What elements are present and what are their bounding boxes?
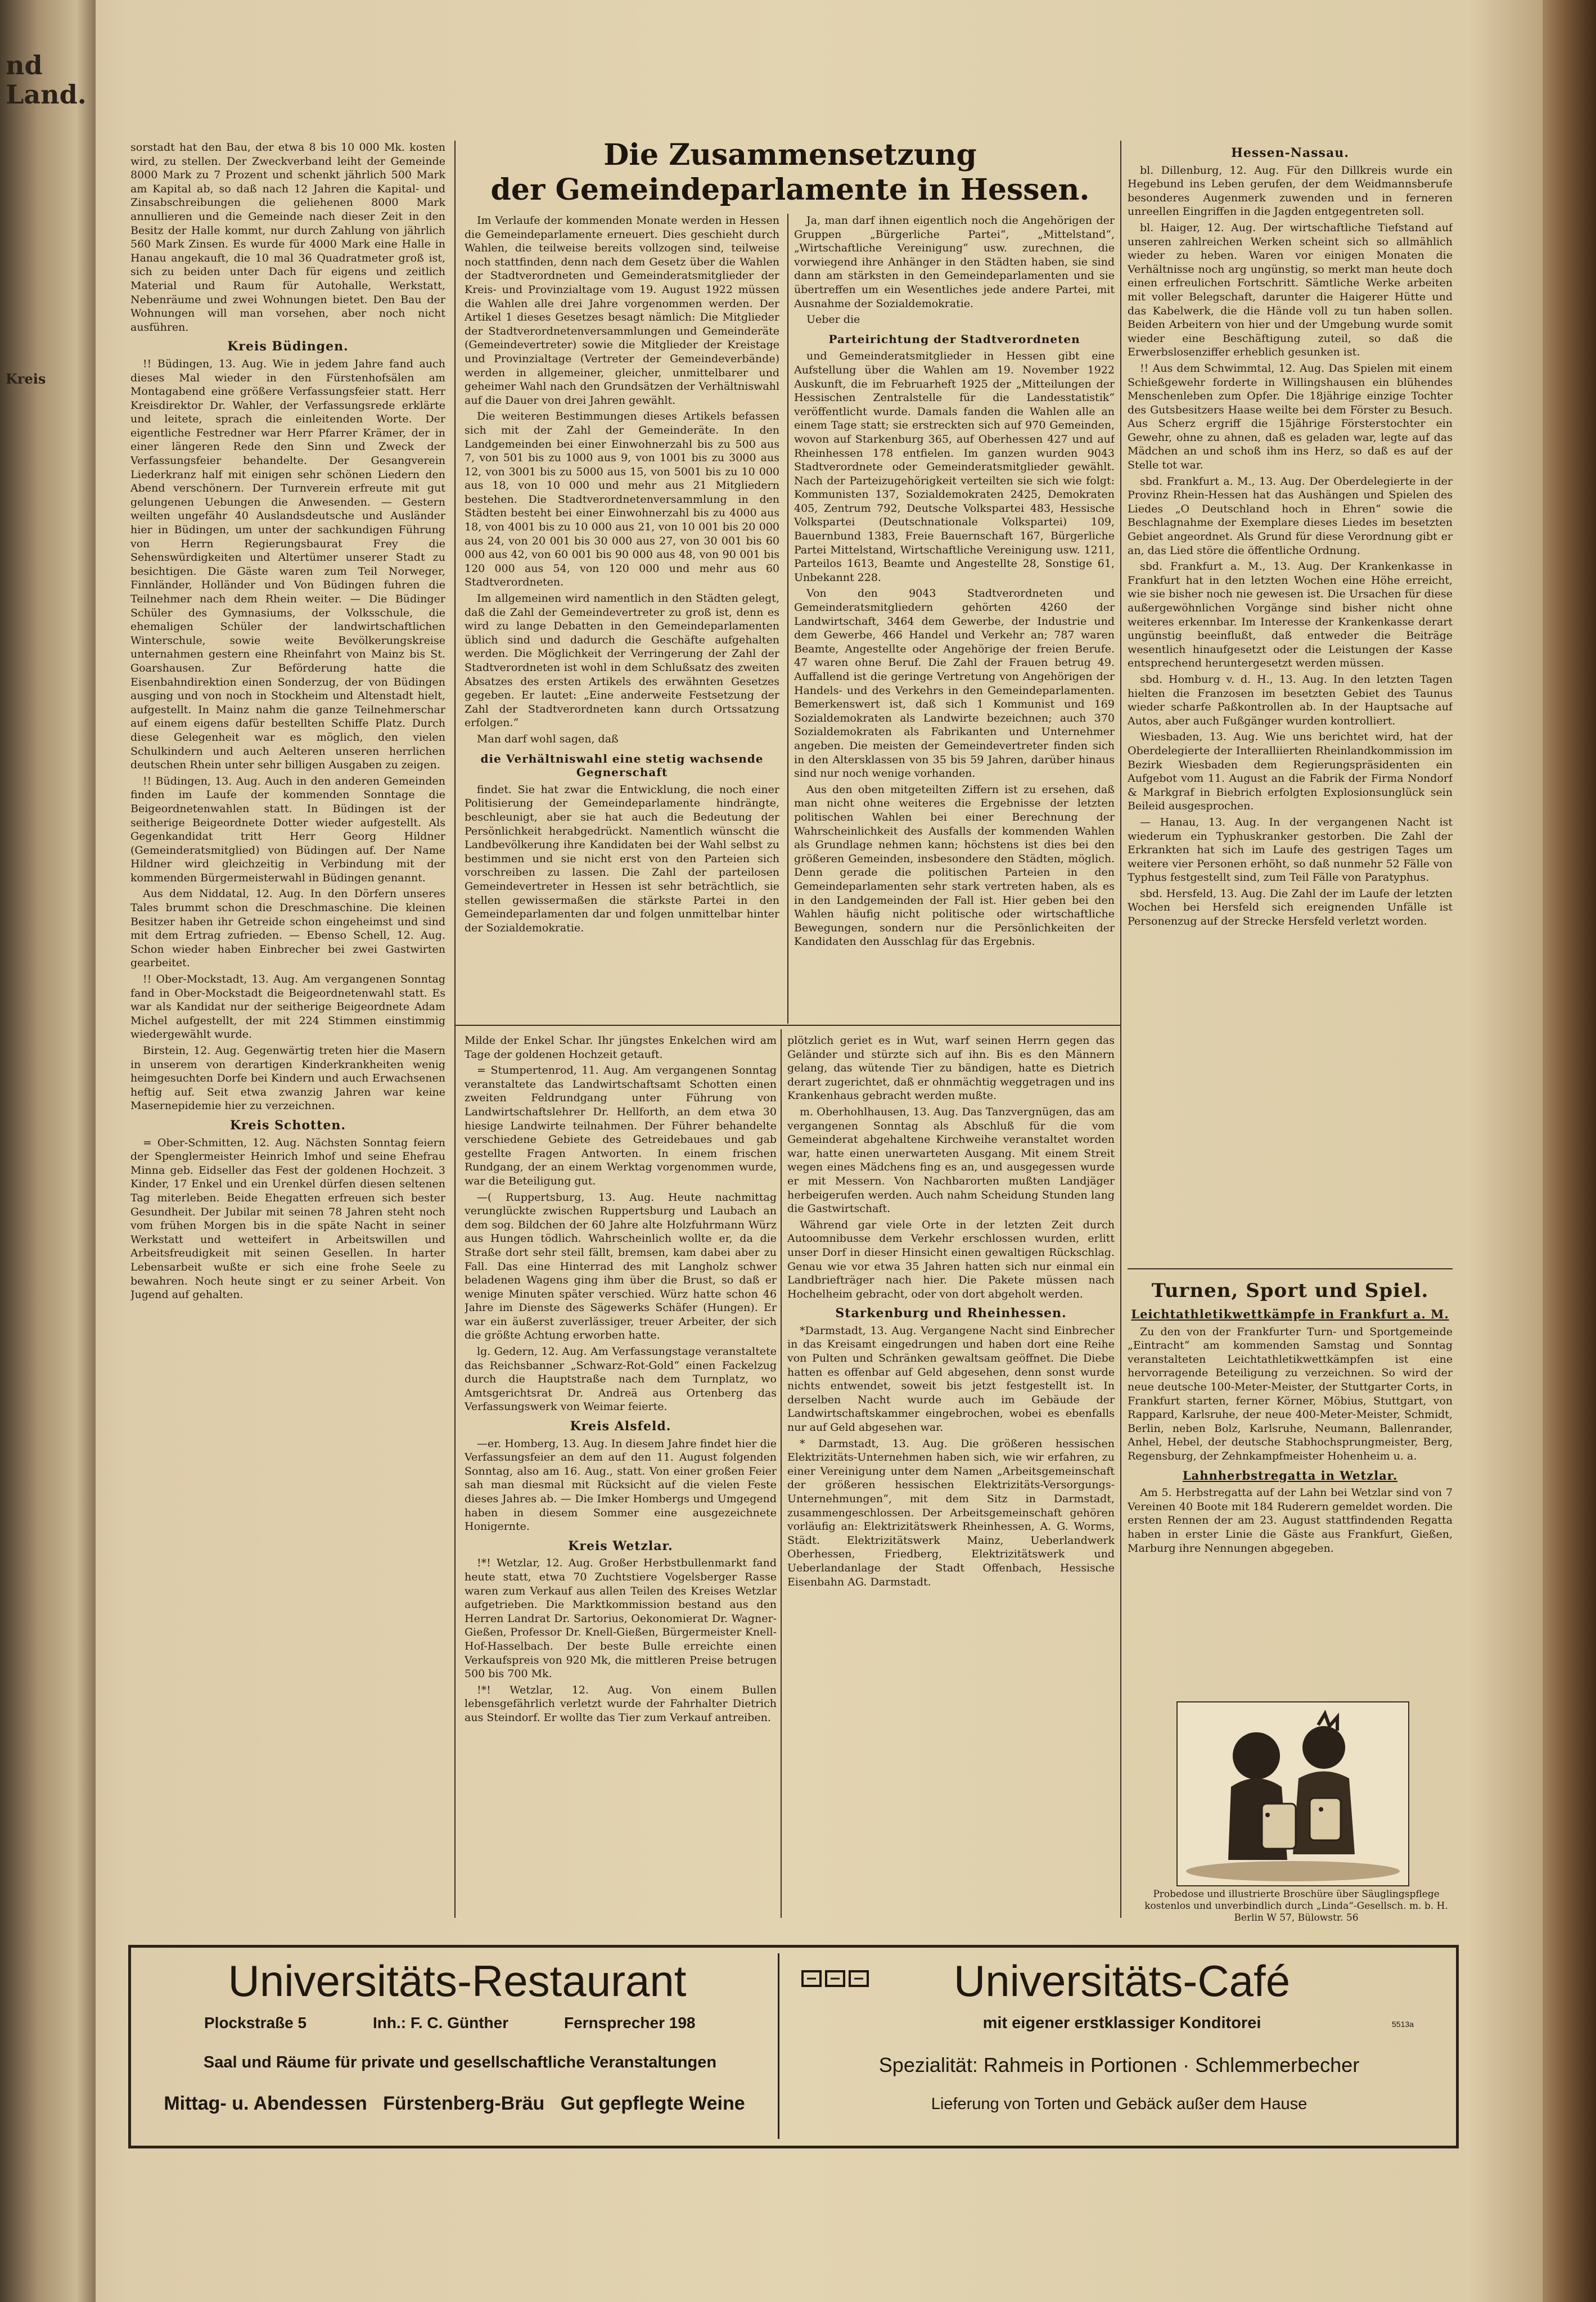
headline xyxy=(467,138,1113,208)
article-paragraph: Man darf wohl sagen, daß xyxy=(477,732,619,745)
column-1 xyxy=(130,141,445,1923)
linda-ad-illustration xyxy=(1176,1701,1409,1886)
article-paragraph: Im Verlaufe der kommenden Monate werden in Hessen die Gemeindeparlamente erneuert. Dies geschieht durch Wahlen, die teilweise bereits vollzogen sind, teilweise noch stattfinden, denn nach dem Gesetz über die Wahlen der Stadtverordneten und Gemeinderatsmitglieder der Kreis- und Provinzialtage vom 19. August 1922 müssen die Wahlen alle drei Jahre vorgenommen werden. Der Artikel 1 dieses Gesetzes besagt nämlich: Die Mitglieder der Stadtverordnetenversammlungen und Gemeinderäte (Gemeindevertreter) sowie die Mitglieder der Kreistage und Provinzialtage (Vertreter der Gemeindeverbände) werden in allgemeiner, gleicher, unmittelbarer und geheimer Wahl nach den Grundsätzen der Verhältniswahl auf die Dauer von drei Jahren gewählt. xyxy=(465,214,779,407)
lead-article-column-2 xyxy=(794,214,1115,1021)
article: !! Büdingen, 13. Aug. Auch in den anderen Gemeinden finden im Laufe der kommenden Sonntage die Beigeordnetenwahlen statt. In Büdingen ist der seitherige Beigeordnete Dotter wieder aufgestellt. Als Gegenkandidat tritt Herr Georg Hildner (Gemeinderatsmitglied) von Büdingen auf. Der Name Hildner wird gleichzeitig in Verbindung mit der kommenden Bürgermeisterwahl in Büdingen genannt. xyxy=(130,774,445,884)
restaurant-phone: Fernsprecher 198 xyxy=(564,2014,696,2031)
section-heading: Hessen-Nassau. xyxy=(1231,146,1349,160)
article: = Ober-Schmitten, 12. Aug. Nächsten Sonntag feiern der Spenglermeister Heinrich Imhof und seine Ehefrau Minna geb. Eidseller das Fest der goldenen Hochzeit. 3 Kinder, 17 Enkel und ein Urenkel dürfen diesen seltenen Tag miterleben. Beide Ehegatten erfreuen sich bester Gesundheit. Der Jubilar mit seinen 78 Jahren steht noch vom frühen Morgen bis in die späte Nacht in seiner Werkstatt und wetteifert in Arbeitswillen und Arbeitsfreudigkeit mit seinen Gesellen. In harter Lebensarbeit wußte er sich eine frohe Seele zu bewahren. Noch heute singt er zu seiner Arbeit. Von Jugend auf gehalten. xyxy=(130,1136,445,1301)
article: !*! Wetzlar, 12. Aug. Großer Herbstbullenmarkt fand heute statt, etwa 70 Zuchtstiere Vogelsberger Rasse waren zum Verkauf aus allen Teilen des Kreises Wetzlar aufgetrieben. Die Marktkommission bestand aus den Herren Landrat Dr. Sartorius, Oekonomierat Dr. Wagner-Gießen, Professor Dr. Knell-Gießen, Bürgermeister Knell-Hof-Hasselbach. Der beste Bulle erreichte einen Verkaufspreis von 920 Mk, die mittleren Preise betrugen 500 bis 700 Mk. xyxy=(465,1557,777,1681)
headline-line-2: der Gemeindeparlamente in Hessen. xyxy=(490,173,1090,207)
adjacent-page-strip xyxy=(0,0,96,2302)
article: !*! Wetzlar, 12. Aug. Von einem Bullen lebensgefährlich verletzt wurde der Fahrhalter Dietrich aus Steindorf. Er wollte das Tier zum Verkauf antreiben. xyxy=(465,1683,777,1724)
column-lower-left xyxy=(465,1034,777,1922)
article: !! Büdingen, 13. Aug. Wie in jedem Jahre fand auch dieses Mal wieder in den Fürstenhofsälen am Montagabend eine größere Verfassungsfeier statt. Herr Kreisdirektor Dr. Wahler, der Verfassungsrede erklärte und leitete, sprach die einleitenden Worte. Der eigentliche Festredner war Herr Pfarrer Krämer, der in einer längeren Rede den Sinn und Zweck der Verfassungsfeier behandelte. Der Gesangverein Liederkranz half mit einigen sehr schönen Liedern den Abend verschönern. Der Turnverein erfreute mit gut gelungenen Uebungen die Anwesenden. — Gestern weilten ungefähr 40 Auslandsdeutsche und Ausländer hier in Büdingen, um unter der sachkundigen Führung von Herrn Regierungsbaurat Frey die Sehenswürdigkeiten und Altertümer unserer Stadt zu besichtigen. Die Gäste waren zum Teil Norweger, Finnländer, Holländer und Von Büdingen fuhren die Teilnehmer nach dem Rhein weiter. — Die Büdinger Schüler des Gymnasiums, der Volksschule, die ehemaligen Schüler der landwirtschaftlichen Winterschule, sowie weite Bevölkerungskreise unternahmen gestern eine Rheinfahrt von Mainz bis St. Goarshausen. Zur Beförderung hatte die Eisenbahndirektion einen Sonderzug, der von Büdingen ausging und von noch in Stockheim und Altenstadt hielt, aufgestellt. In Mainz nahm die ganze Teilnehmerschar auf einem eigens dafür bestellten Schiffe Platz. Durch diese Gelegenheit war es möglich, den vielen Schulkindern und auch Aelteren unseren herrlichen deutschen Rhein unter sehr billigen Ausgaben zu zeigen. xyxy=(130,357,445,772)
sports-subheading: Lahnherbstregatta in Wetzlar. xyxy=(1182,1468,1398,1483)
subheading: die Verhältniswahl eine stetig wachsende Gegnerschaft xyxy=(480,751,764,780)
sports-subheading: Leichtathletikwettkämpfe in Frankfurt a. M. xyxy=(1131,1307,1449,1321)
article: Wiesbaden, 13. Aug. Wie uns berichtet wird, hat der Oberdelegierte der Interalliierten Rheinlandkommission im Bezirk Wiesbaden dem Regierungspräsidenten ein Aufgebot vom 11. August an die Fabrik der Firma Nondorf & Markgraf in Biebrich erfolgten Explosionsunglück sein Beileid ausgesprochen. xyxy=(1128,731,1453,813)
ad-divider xyxy=(778,1953,779,2139)
lead-article-column-1 xyxy=(465,214,779,1021)
section-rule xyxy=(456,1025,1120,1026)
section-heading: Starkenburg und Rheinhessen. xyxy=(835,1306,1067,1321)
article-fragment: Milde der Enkel Schar. Ihr jüngstes Enkelchen wird am Tage der goldenen Hochzeit getauft. xyxy=(465,1034,777,1061)
adjacent-page-heading: nd Land. xyxy=(6,50,87,110)
headline-line-1: Die Zusammensetzung xyxy=(603,138,977,172)
cafe-specialty: Spezialität: Rahmeis in Portionen · Schlemmerbecher xyxy=(878,2053,1360,2076)
article: Während gar viele Orte in der letzten Zeit durch Autoomnibusse dem Verkehr erschlossen wurden, erlitt unser Dorf in dieser Hinsicht einen gewaltigen Rückschlag. Genau wie vor etwa 35 Jahren hatten sich nur einmal ein Landbriefträger nach hier. Die Pakete müssen nach Hochelheim gebracht, oder von dort abgeholt werden. xyxy=(787,1218,1115,1300)
article: Birstein, 12. Aug. Gegenwärtig treten hier die Masern in unserem von derartigen Kinderkrankheiten wenig heimgesuchten Dorfe bei Kindern und auch Erwachsenen heftig auf. Seit etwa zwanzig Jahren war keine Masernepidemie hier zu verzeichnen. xyxy=(130,1044,445,1112)
cafe-subtitle: mit eigener erstklassiger Konditorei xyxy=(982,2014,1261,2032)
cafe-title: Universitäts-Café xyxy=(953,1956,1291,2006)
column-rule xyxy=(1120,141,1121,1918)
section-heading: Kreis Wetzlar. xyxy=(568,1538,673,1553)
article: — Hanau, 13. Aug. In der vergangenen Nacht ist wiederum ein Typhuskranker gestorben. Die Zahl der Erkrankten hat sich im Laufe des gestrigen Tages um weitere vier Personen erhöht, so daß nunmehr 52 Fälle von Typhus festgestellt sind, zum Teil Fälle von Paratyphus. xyxy=(1128,816,1453,884)
ad-code: 5513a xyxy=(1392,2020,1414,2029)
article-paragraph: Von den 9043 Stadtverordneten und Gemeinderatsmitgliedern gehörten 4260 der Landwirtschaft, 3464 dem Gewerbe, der Industrie und dem Gewerbe, 466 Handel und Verkehr an; 787 waren Beamte, Angestellte oder Angehörige der freien Berufe. 47 waren ohne Beruf. Die Zahl der Frauen betrug 49. Auffallend ist die geringe Vertretung von Angehörigen der Handels- und des Verkehrs in den Gemeindeparlamenten. Bemerkenswert ist, daß sich 1 Kommunist und 169 Sozialdemokraten als Landwirte bezeichnen; auch 370 Sozialdemokraten als Fabrikanten und Unternehmer angeben. Die meisten der Gemeindevertreter finden sich in den Altersklassen von 35 bis 59 Jahren, darüber hinaus sind nur noch wenige vorhanden. xyxy=(794,587,1115,780)
section-heading: Kreis Alsfeld. xyxy=(570,1419,671,1434)
article: !! Ober-Mockstadt, 13. Aug. Am vergangenen Sonntag fand in Ober-Mockstadt die Beigeordnetenwahl statt. Es war als Kandidat nur der seitherige Beigeordnete Adam Michel aufgestellt, der mit 224 Stimmen einstimmig wiedergewählt wurde. xyxy=(130,973,445,1041)
column-lower-right xyxy=(787,1034,1115,1922)
article: sbd. Frankfurt a. M., 13. Aug. Der Krankenkasse in Frankfurt hat in den letzten Wochen eine Höhe erreicht, wie sie bisher noch nie gewesen ist. Die Ursachen für diese außergewöhnlichen Vorgänge sind bisher nicht ohne weiteres erkennbar. Im Interesse der Krankenkasse derart ungünstig beeinflußt, daß entweder die Beiträge wesentlich hinaufgesetzt oder die Leistungen der Kasse entsprechend heruntergesetzt werden müssen. xyxy=(1128,560,1453,670)
column-rule xyxy=(781,1029,782,1918)
cafe-ad xyxy=(785,1948,1454,2146)
article-paragraph: Ueber die xyxy=(806,313,860,326)
article: sbd. Hersfeld, 13. Aug. Die Zahl der im Laufe der letzten Wochen bei Hersfeld sich ereignenden Unfälle ist Personenzug auf der Strecke Hersfeld verletzt worden. xyxy=(1128,887,1453,928)
restaurant-title: Universitäts-Restaurant xyxy=(228,1956,687,2006)
article: * Darmstadt, 13. Aug. Die größeren hessischen Elektrizitäts-Unternehmen haben sich, wie wir erfahren, zu einer Vereinigung unter dem Namen „Arbeitsgemeinschaft der größeren hessischen Elektrizitäts-Versorgungs-Unternehmungen“, mit dem Sitz in Darmstadt, zusammengeschlossen. Der Arbeitsgemeinschaft gehören vorläufig an: Elektrizitätswerk Rheinhessen, A. G. Worms, Städt. Elektrizitätswerk Mainz, Ueberlandwerk Oberhessen, Friedberg, Elektrizitätswerk und Ueberlandanlage der Stadt Offenbach, Hessische Eisenbahn AG. Darmstadt. xyxy=(787,1437,1115,1588)
article: !! Aus dem Schwimmtal, 12. Aug. Das Spielen mit einem Schießgewehr forderte in Willingshausen ein blühendes Menschenleben zum Opfer. Die 18jährige einzige Tochter des Gutsbesitzers Haase weilte bei dem Förster zu Besuch. Aus Scherz ergriff die 15jährige Försterstochter ein Gewehr, ohne zu ahnen, daß es geladen war, legte auf das Mädchen an und schoß ihm ins Herz, so daß es auf der Stelle tot war. xyxy=(1128,362,1453,472)
article-paragraph: findet. Sie hat zwar die Entwicklung, die noch einer Politisierung der Gemeindeparlamente hindrängte, beschleunigt, aber sie hat auch die Bedeutung der Persönlichkeit herabgedrückt. Namentlich wünscht die Landbevölkerung ihre Kandidaten bei der Wahl selbst zu bestimmen und sie nicht erst von den Parteien sich vorschreiben zu lassen. Die Zahl der parteilosen Gemeindevertreter in Hessen ist sehr beträchtlich, sie stellen gewissermaßen die stärkste Partei in den Gemeindeparlamenten dar und folgen unmittelbar hinter der Sozialdemokratie. xyxy=(465,783,779,934)
article-fragment: plötzlich geriet es in Wut, warf seinen Herrn gegen das Geländer und stürzte sich auf ihn. Bis es den Männern gelang, das wütende Tier zu bändigen, hatte es Dietrich derart zugerichtet, daß er ohnmächtig weggetragen und ins Krankenhaus gebracht werden mußte. xyxy=(787,1034,1115,1102)
column-rule xyxy=(787,214,788,1024)
bottom-advertisement xyxy=(128,1945,1459,2148)
article: bl. Haiger, 12. Aug. Der wirtschaftliche Tiefstand auf unseren zahlreichen Werken scheint sich so allmählich wieder zu heben. Waren vor einigen Monaten die Verhältnisse noch arg ungünstig, so merkt man heute doch einen erfreulichen Fortschritt. Sämtliche Werke arbeiten mit voller Belegschaft, darunter die Haigerer Hütte und das Kabelwerk, die die Hände voll zu tun haben sollen. Beiden Arbeitern von hier und der Umgebung wurde somit wieder eine Beschäftigung zuteil, so daß die Erwerbslosenziffer erheblich gesunken ist. xyxy=(1128,221,1453,359)
article-paragraph: Aus den oben mitgeteilten Ziffern ist zu ersehen, daß man nicht ohne weiteres die Ergebnisse der letzten politischen Wahlen bei einer Berechnung der Wahrscheinlichkeit des Ausfalls der kommenden Wahlen als Grundlage nehmen kann; höchstens ist dies bei den größeren Gemeinden, insbesondere den Städten, möglich. Denn gerade die politischen Parteien in den Gemeindeparlamenten sehr stark vertreten haben, als es in den Landgemeinden der Fall ist. Hier geben bei den Wahlen häufig nicht politische oder wirtschaftliche Bewegungen, sondern nur die Persönlichkeiten der Kandidaten den Ausschlag für das Ergebnis. xyxy=(794,783,1115,948)
adjacent-page-subheading: Kreis xyxy=(6,371,46,387)
linda-ad-caption: Probedose und illustrierte Broschüre über Säuglingspflege kostenlos und unverbindlich durch „Linda“-Gesellsch. m. b. H. Berlin W 57, Bülowstr. 56 xyxy=(1144,1889,1448,1923)
article: Am 5. Herbstregatta auf der Lahn bei Wetzlar sind von 7 Vereinen 40 Boote mit 184 Ruderern gemeldet worden. Die ersten Rennen der am 23. August stattfindenden Regatta haben in erster Linie die Gäste aus Frankfurt, Gießen, Marburg ihre Nennungen abgegeben. xyxy=(1128,1486,1453,1555)
restaurant-rooms: Saal und Räume für private und gesellschaftliche Veranstaltungen xyxy=(203,2053,717,2071)
article-paragraph: Im allgemeinen wird namentlich in den Städten gelegt, daß die Zahl der Gemeindevertreter zu groß ist, denn es wird zu lange Debatten in den Gemeindeparlamenten üblich sind und dadurch die Geschäfte aufgehalten werden. Die Möglichkeit der Verringerung der Zahl der Stadtverordneten ist wohl in dem Schlußsatz des zweiten Absatzes des ersten Artikels des erwähnten Gesetzes gegeben. Er lautet: „Eine anderweite Festsetzung der Zahl der Stadtverordneten kann durch Ortssatzung erfolgen.“ xyxy=(465,592,779,729)
article-paragraph: und Gemeinderatsmitglieder in Hessen gibt eine Aufstellung über die Wahlen am 19. November 1922 Auskunft, die im Februarheft 1925 der „Mitteilungen der Hessischen Zentralstelle für die Landesstatistik“ veröffentlicht wurde. Damals fanden die Wahlen alle an einem Tage statt; sie erstreckten sich auf 970 Gemeinden, wovon auf Starkenburg 365, auf Oberhessen 427 und auf Rheinhessen 178 entfielen. Im ganzen wurden 9043 Stadtverordnete oder Gemeinderatsmitglieder gewählt. Nach der Parteizugehörigkeit verteilten sie sich wie folgt: Kommunisten 137, Sozialdemokraten 2425, Demokraten 405, Zentrum 792, Deutsche Volkspartei 483, Hessische Volkspartei (Deutschnationale Volkspartei) 109, Bauernbund 1383, Freie Bauernschaft 167, Bürgerliche Partei Mittelstand, Wirtschaftliche Vereinigung usw. 1211, Parteilos 1613, Beamte und Angestellte 28, Sonstige 61, Unbekannt 228. xyxy=(794,350,1115,584)
sports-heading: Turnen, Sport und Spiel. xyxy=(1151,1280,1429,1302)
restaurant-address: Plockstraße 5 xyxy=(204,2014,307,2031)
sports-column xyxy=(1128,1274,1453,1701)
column-rule xyxy=(454,141,456,1918)
subheading: Parteirichtung der Stadtverordneten xyxy=(828,332,1080,346)
restaurant-offer: Mittag- u. Abendessen Fürstenberg-Bräu Gut gepflegte Weine xyxy=(164,2093,745,2114)
article-paragraph: Ja, man darf ihnen eigentlich noch die Angehörigen der Gruppen „Bürgerliche Partei“, „Mittelstand“, „Wirtschaftliche Vereinigung“ usw. zurechnen, die vorwiegend ihre Anhänger in den Städten haben, sie sind dann am stärksten in den Gemeindeparlamenten und sie übertreffen um ein Wesentliches jede andere Partei, mit Ausnahme der Sozialdemokratie. xyxy=(794,214,1115,310)
book-binding-edge xyxy=(1543,0,1596,2302)
article: sbd. Homburg v. d. H., 13. Aug. In den letzten Tagen hielten die Franzosen im besetzten Gebiet des Taunus wieder scharfe Paßkontrollen ab. In der Hauptsache auf Autos, aber auch Fußgänger wurden kontrolliert. xyxy=(1128,673,1453,727)
cafe-ornament-icon xyxy=(801,1969,869,1988)
children-illustration-icon xyxy=(1178,1702,1408,1885)
section-heading: Kreis Büdingen. xyxy=(227,339,349,354)
article: = Stumpertenrod, 11. Aug. Am vergangenen Sonntag veranstaltete das Landwirtschaftsamt Schotten einen zweiten Feldrundgang unter Führung von Landwirtschaftslehrer Dr. Hellforth, an dem etwa 30 hiesige Landwirte teilnahmen. Der Führer behandelte verschiedene Gebiete des Getreidebaues und gab gestellte Fragen Antworten. In einem frischen Rundgang, der an einem Werktag vorgenommen wurde, war die Beteiligung gut. xyxy=(465,1064,777,1187)
article: Zu den von der Frankfurter Turn- und Sportgemeinde „Eintracht“ am kommenden Samstag und Sonntag veranstalteten Leichtathletikwettkämpfen ist eine hervorragende Beteiligung zu verzeichnen. So wird der neue deutsche 100-Meter-Meister, der Stuttgarter Corts, in Frankfurt starten, ferner Körner, Möbius, Stuttgart, von Rappard, Karlsruhe, der neue 400-Meter-Meister, Schmidt, Berlin, neben Bolz, Karlsruhe, Neumann, Ballenrander, Anhel, Hebel, der deutsche Stabhochsprungmeister, Berg, Regensburg, der Zehnkampfmeister Hohenheim u. a. xyxy=(1128,1325,1453,1462)
article-fragment: sorstadt hat den Bau, der etwa 8 bis 10 000 Mk. kosten wird, zu stellen. Der Zweckverband leiht der Gemeinde 8000 Mark zu 7 Prozent und schenkt jährlich 500 Mark am Kapital ab, so daß nach 12 Jahren die Kapital- und Zinsabschreibungen die geliehenen 8000 Mark annullieren und die Gemeinde nach dieser Zeit in den Besitz der Halle kommt, nur durch Zahlung von jährlich 560 Mark Zinsen. Es wurde für 4000 Mark eine Halle in Hanau angekauft, die 10 mal 36 Quadratmeter groß ist, sich zu beiden unter Dach für eigens und zeitlich Material und Raum für Autohalle, Werkstatt, Nebenräume und zwei Wohnungen bietet. Den Bau der Wohnungen will man vorsehen, aber noch nicht ausführen. xyxy=(130,141,445,334)
article: sbd. Frankfurt a. M., 13. Aug. Der Oberdelegierte in der Provinz Rhein-Hessen hat das Aushängen und Spielen des Liedes „O Deutschland hoch in Ehren“ sowie die Beschlagnahme der Exemplare dieses Liedes im besetzten Gebiet angeordnet. Als Grund für diese Verordnung gibt er an, das Lied störe die öffentliche Ordnung. xyxy=(1128,475,1453,557)
cafe-delivery: Lieferung von Torten und Gebäck außer dem Hause xyxy=(931,2095,1308,2113)
article: Aus dem Niddatal, 12. Aug. In den Dörfern unseres Tales brummt schon die Dreschmaschine. Die kleinen Besitzer haben ihr Getreide schon eingeheimst und sind mit dem Ertrag zufrieden. — Ebenso Schell, 12. Aug. Schon wieder haben Einbrecher bei zwei Gastwirten gearbeitet. xyxy=(130,888,445,970)
column-right xyxy=(1128,141,1453,1265)
article: —( Ruppertsburg, 13. Aug. Heute nachmittag verunglückte zwischen Ruppertsburg und Laubach an dem sog. Bildchen der 60 Jahre alte Holzfuhrmann Würz aus Hungen tödlich. Wahrscheinlich wollte er, da die Straße dort sehr steil fällt, bremsen, kam dabei aber zu Fall. Das eine Hinterrad des mit Langholz schwer beladenen Wagens ging ihm über die Brust, so daß er wenige Minuten später verschied. Würz hatte schon 46 Jahre im Dienste des Sägewerks Schäfer (Hungen). Er war ein äußerst zuverlässiger, treuer Arbeiter, der sich die größte Achtung erworben hatte. xyxy=(465,1191,777,1342)
section-rule xyxy=(1128,1268,1453,1269)
section-heading: Kreis Schotten. xyxy=(229,1118,346,1133)
restaurant-ad xyxy=(131,1948,778,2146)
article: m. Oberhohlhausen, 13. Aug. Das Tanzvergnügen, das am vergangenen Sonntag als Abschluß für die vom Gemeinderat abgehaltene Kirchweihe veranstaltet worden war, hatte einen unerwarteten Ausgang. Mit einem Streit wegen eines Mädchens fing es an, und ausgegessen wurde er mit Messern. Von Nachbarorten mußten Landjäger herbeigerufen werden. Auch nahm Scheidung Stunden lang die Gastwirtschaft. xyxy=(787,1105,1115,1215)
article: lg. Gedern, 12. Aug. Am Verfassungstage veranstaltete das Reichsbanner „Schwarz-Rot-Gold“ einen Fackelzug durch die Hauptstraße nach dem Turnplatz, wo Amtsgerichtsrat Dr. Andreä aus Ortenberg das Verfassungswerk von Weimar feierte. xyxy=(465,1345,777,1413)
article: bl. Dillenburg, 12. Aug. Für den Dillkreis wurde ein Hegebund ins Leben gerufen, der dem Weidmannsberufe besonderes Augenmerk zuwenden und in ferneren unreellen Eingriffen in die Jagden entgegentreten soll. xyxy=(1128,164,1453,218)
article: *Darmstadt, 13. Aug. Vergangene Nacht sind Einbrecher in das Kreisamt eingedrungen und haben dort eine Reihe von Pulten und Schränken gewaltsam geöffnet. Die Diebe hatten es offenbar auf Geld abgesehen, denn sonst wurde nichts entwendet, soweit bis jetzt festgestellt ist. In derselben Nacht wurde auch im Gebäude der Landwirtschaftskammer eingebrochen, wobei es ebenfalls nur auf Geld abgesehen war. xyxy=(787,1324,1115,1434)
article: —er. Homberg, 13. Aug. In diesem Jahre findet hier die Verfassungsfeier an dem auf den 11. August folgenden Sonntag, also am 16. Aug., statt. Von einer großen Feier sah man diesmal mit Rücksicht auf die vielen Feste dieses Jahres ab. — Die Imker Hombergs und Umgegend haben in diesem Sommer eine ausgezeichnete Honigernte. xyxy=(465,1437,777,1533)
restaurant-owner: Inh.: F. C. Günther xyxy=(373,2014,509,2031)
article-paragraph: Die weiteren Bestimmungen dieses Artikels befassen sich mit der Zahl der Gemeinderäte. In den Landgemeinden bei einer Einwohnerzahl bis zu 500 aus 7, von 501 bis zu 1000 aus 9, von 1001 bis zu 3000 aus 12, von 3001 bis zu 5000 aus 15, von 5001 bis zu 10 000 aus 18, von 10 000 und mehr aus 21 Mitgliedern bestehen. Die Stadtverordnetenversammlung in den Städten besteht bei einer Einwohnerzahl bis zu 4000 aus 18, von 4001 bis zu 10 000 aus 21, von 10 001 bis 20 000 aus 24, von 20 001 bis 30 000 aus 27, von 30 001 bis 60 000 aus 42, von 60 001 bis 90 000 aus 48, von 90 001 bis 120 000 aus 54, von 120 000 und mehr aus 60 Stadtverordneten. xyxy=(465,410,779,589)
